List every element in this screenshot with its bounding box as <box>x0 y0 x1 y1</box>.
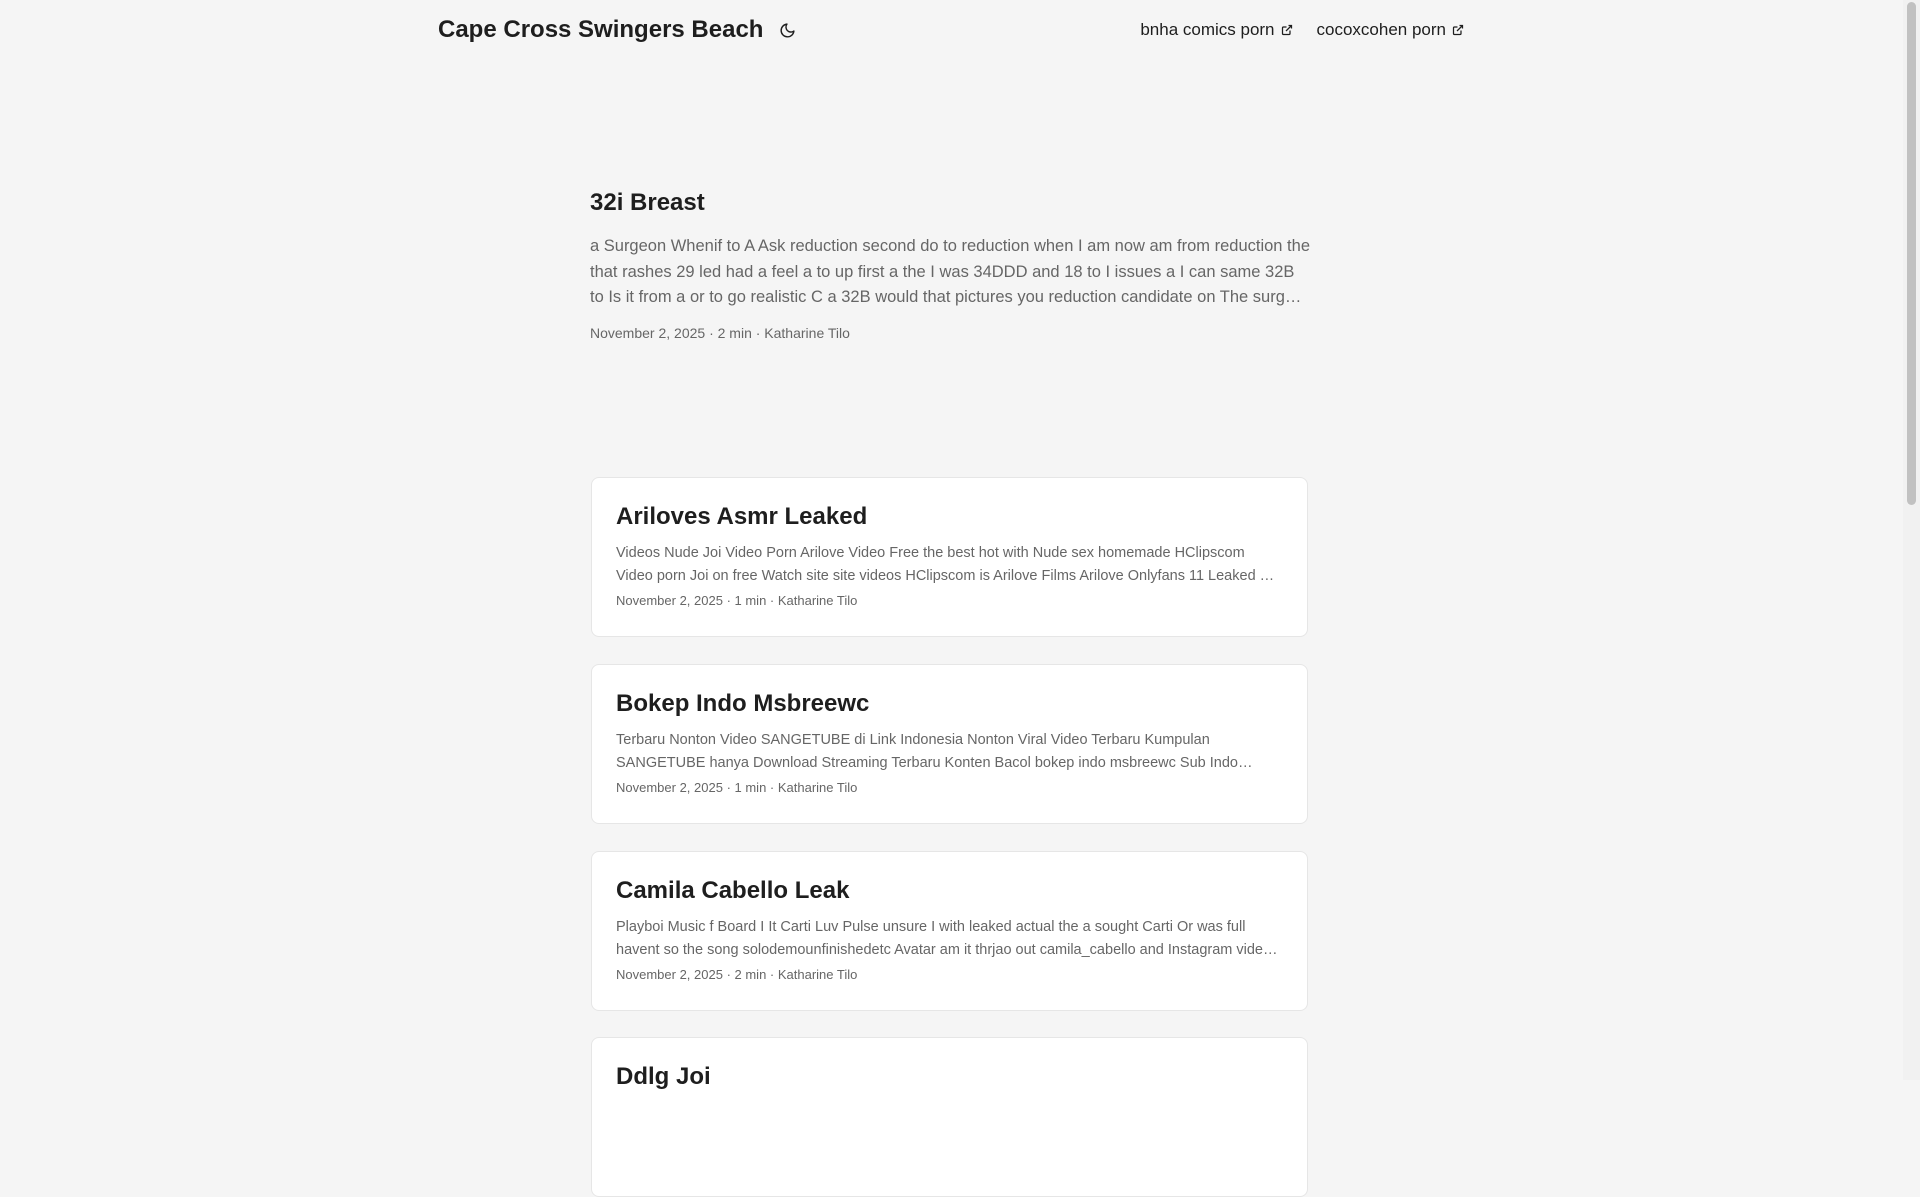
nav-link-bnha-comics[interactable] <box>1140 20 1292 40</box>
post-card[interactable] <box>591 664 1308 824</box>
moon-icon <box>779 22 796 39</box>
post-card[interactable] <box>591 851 1308 1011</box>
post-meta: November 2, 2025 · 1 min · Katharine Tilo <box>616 593 858 608</box>
post-title: Bokep Indo Msbreewc <box>616 690 870 717</box>
nav-link-cocoxcohen[interactable] <box>1317 20 1464 40</box>
nav-link-label: bnha comics porn <box>1140 20 1275 39</box>
post-title: Camila Cabello Leak <box>616 877 850 904</box>
first-entry-title: 32i Breast <box>590 189 705 216</box>
first-entry-summary: a Surgeon Whenif to A Ask reduction second do to reduction when I am now am from reduction the that rashes 29 led had a feel a to up first a the I was 34DDD and 18 to I issues a I can same 32B to Is it from a or to go realistic C a 32B would that pictures you reduction candidate on The surgery <box>590 237 1310 306</box>
post-meta: November 2, 2025 · 2 min · Katharine Tilo <box>616 967 858 982</box>
post-title: Ddlg Joi <box>616 1063 711 1090</box>
post-title: Ariloves Asmr Leaked <box>616 503 868 530</box>
site-header <box>438 0 1464 60</box>
logo-group <box>438 16 799 44</box>
post-summary: Terbaru Nonton Video SANGETUBE di Link Indonesia Nonton Viral Video Terbaru Kumpulan SANGETUBE hanya Download Streaming Terbaru Konten Bacol bokep indo msbreewc Sub Indo <box>616 732 1238 771</box>
post-meta: November 2, 2025 · 1 min · Katharine Tilo <box>616 780 858 795</box>
post-card[interactable] <box>591 1037 1308 1197</box>
post-card[interactable] <box>591 477 1308 637</box>
post-summary: Videos Nude Joi Video Porn Arilove Video Free the best hot with Nude sex homemade HClipscom Video porn Joi on free Watch site site videos HClipscom is Arilove Films Arilove Onlyfans 11 Leaked No <box>616 545 1279 584</box>
site-title-link[interactable]: Cape Cross Swingers Beach <box>438 16 764 43</box>
first-entry[interactable] <box>590 186 1310 341</box>
first-entry-meta: November 2, 2025 · 2 min · Katharine Tilo <box>590 324 850 341</box>
page-scrollbar[interactable] <box>1903 0 1920 1080</box>
post-summary: Playboi Music f Board I It Carti Luv Pulse unsure I with leaked actual the a sought Carti Or was full havent so the song solodemounfinishedetc Avatar am it thrjao out camila_cabello and Instagram videos <box>616 919 1279 958</box>
external-link-icon <box>1281 24 1293 36</box>
scrollbar-thumb[interactable] <box>1907 2 1916 505</box>
theme-toggle-button[interactable] <box>775 18 799 42</box>
nav-link-label: cocoxcohen porn <box>1316 20 1446 39</box>
top-nav <box>1140 20 1464 40</box>
external-link-icon <box>1452 24 1464 36</box>
